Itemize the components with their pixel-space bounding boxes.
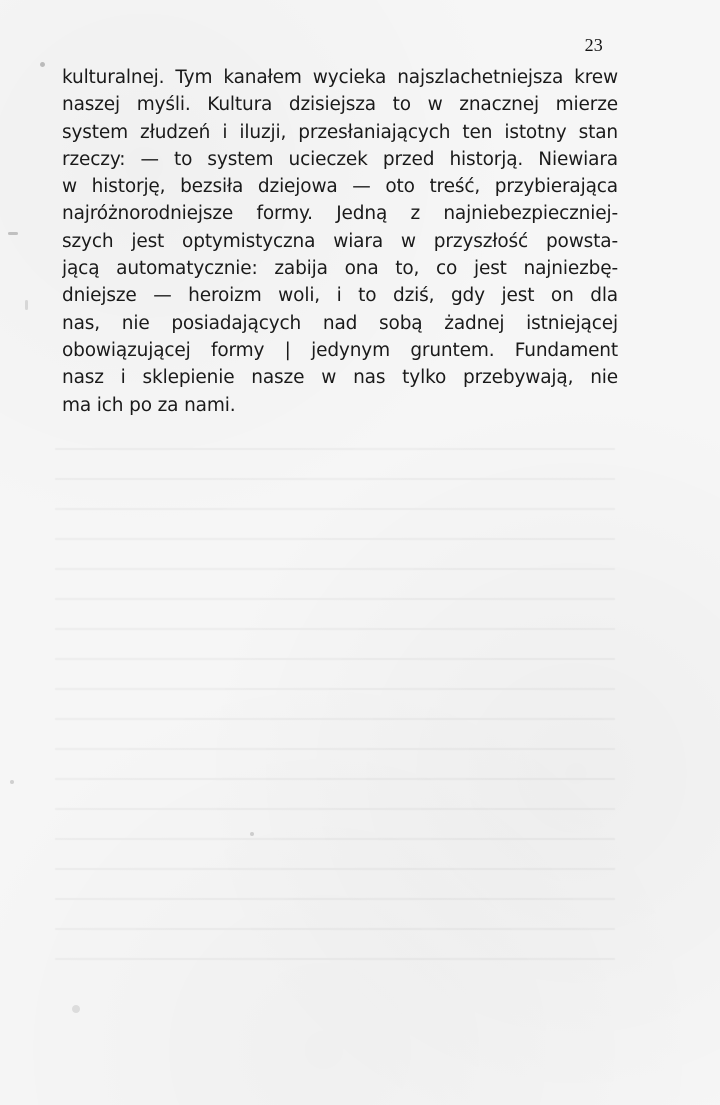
text-line: ma ich po za nami. xyxy=(62,394,236,416)
text-line: rzeczy: — to system ucieczek przed historją. Niewiara xyxy=(62,148,618,170)
page-number: 23 xyxy=(584,35,603,55)
text-line: nasz i sklepienie nasze w nas tylko przebywają, nie xyxy=(62,367,618,389)
text-line: system złudzeń i iluzji, przesłaniających ten istotny stan xyxy=(62,121,618,143)
paper-speck xyxy=(10,780,14,784)
text-line: szych jest optymistyczna wiara w przyszłość powsta- xyxy=(62,230,618,252)
text-line: naszej myśli. Kultura dzisiejsza to w znacznej mierze xyxy=(62,94,618,116)
text-line: w historję, bezsiła dziejowa — oto treść, przybierająca xyxy=(62,176,618,198)
show-through-text xyxy=(55,430,615,970)
paper-speck xyxy=(72,1005,80,1013)
paper-speck xyxy=(40,62,45,67)
paper-speck xyxy=(250,832,254,836)
text-line: kulturalnej. Tym kanałem wycieka najszlachetniejsza krew xyxy=(62,67,618,88)
text-line: nas, nie posiadających nad sobą żadnej istniejącej xyxy=(62,312,618,334)
text-line: dniejsze — heroizm woli, i to dziś, gdy jest on dla xyxy=(62,285,618,307)
text-line: najróżnorodniejsze formy. Jedną z najniebezpieczniej- xyxy=(62,203,618,225)
paper-speck xyxy=(8,232,18,235)
body-text xyxy=(62,64,618,419)
text-line: jącą automatycznie: zabija ona to, co jest najniezbę- xyxy=(62,258,618,280)
paper-speck xyxy=(25,300,28,310)
text-line: obowiązującej formy | jedynym gruntem. Fundament xyxy=(62,339,618,361)
